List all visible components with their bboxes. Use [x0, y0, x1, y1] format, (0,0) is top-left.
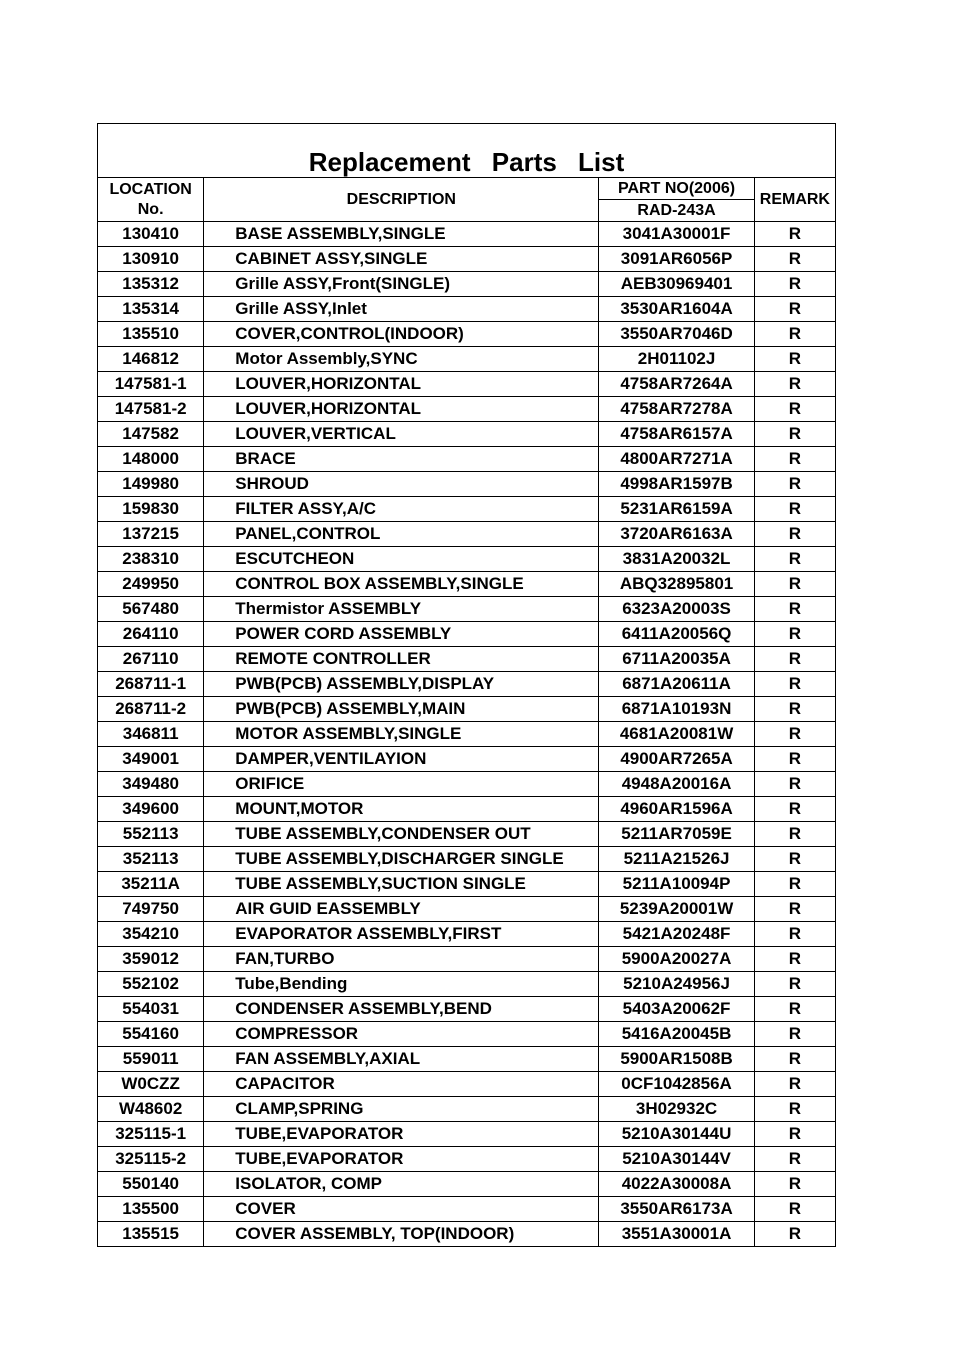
table-row	[98, 822, 836, 847]
location-cell: 550140	[98, 1172, 204, 1197]
location-cell: 559011	[98, 1047, 204, 1072]
model-header: RAD-243A	[599, 200, 754, 222]
description-cell: ORIFICE	[204, 772, 599, 797]
description-cell: BRACE	[204, 447, 599, 472]
part-number-cell: 3H02932C	[599, 1097, 754, 1122]
table-row	[98, 247, 836, 272]
location-no-header-label: No.	[137, 200, 164, 218]
part-no-header: PART NO(2006)	[599, 178, 754, 200]
part-number-cell: 6711A20035A	[599, 647, 754, 672]
part-number-cell: 4758AR7278A	[599, 397, 754, 422]
table-row	[98, 372, 836, 397]
part-number-cell: 5210A24956J	[599, 972, 754, 997]
remark-cell: R	[754, 522, 835, 547]
part-number-cell: 4022A30008A	[599, 1172, 754, 1197]
table-row	[98, 322, 836, 347]
remark-cell: R	[754, 497, 835, 522]
table-row	[98, 347, 836, 372]
part-number-cell: 0CF1042856A	[599, 1072, 754, 1097]
description-cell: REMOTE CONTROLLER	[204, 647, 599, 672]
description-cell: CABINET ASSY,SINGLE	[204, 247, 599, 272]
location-cell: 146812	[98, 347, 204, 372]
location-cell: 147581-1	[98, 372, 204, 397]
description-cell: Motor Assembly,SYNC	[204, 347, 599, 372]
part-number-cell: 5416A20045B	[599, 1022, 754, 1047]
remark-cell: R	[754, 647, 835, 672]
description-cell: TUBE ASSEMBLY,SUCTION SINGLE	[204, 872, 599, 897]
table-row	[98, 1222, 836, 1247]
location-cell: 749750	[98, 897, 204, 922]
table-row	[98, 1172, 836, 1197]
location-header	[98, 178, 204, 222]
table-row	[98, 647, 836, 672]
remark-cell: R	[754, 847, 835, 872]
remark-cell: R	[754, 822, 835, 847]
location-cell: 149980	[98, 472, 204, 497]
description-cell: BASE ASSEMBLY,SINGLE	[204, 222, 599, 247]
location-cell: 352113	[98, 847, 204, 872]
table-row	[98, 922, 836, 947]
description-cell: PWB(PCB) ASSEMBLY,DISPLAY	[204, 672, 599, 697]
description-cell: TUBE ASSEMBLY,CONDENSER OUT	[204, 822, 599, 847]
remark-cell: R	[754, 472, 835, 497]
description-cell: POWER CORD ASSEMBLY	[204, 622, 599, 647]
remark-cell: R	[754, 397, 835, 422]
description-cell: LOUVER,HORIZONTAL	[204, 372, 599, 397]
remark-cell: R	[754, 347, 835, 372]
remark-cell: R	[754, 697, 835, 722]
location-cell: 238310	[98, 547, 204, 572]
part-number-cell: 5239A20001W	[599, 897, 754, 922]
description-cell: MOUNT,MOTOR	[204, 797, 599, 822]
location-cell: 35211A	[98, 872, 204, 897]
remark-cell: R	[754, 672, 835, 697]
location-cell: 552113	[98, 822, 204, 847]
part-number-cell: 5211A10094P	[599, 872, 754, 897]
table-row	[98, 497, 836, 522]
table-row	[98, 1147, 836, 1172]
part-number-cell: 6323A20003S	[599, 597, 754, 622]
parts-list-sheet	[97, 123, 836, 1247]
title-cell	[98, 124, 836, 178]
location-cell: 135515	[98, 1222, 204, 1247]
part-number-cell: 4681A20081W	[599, 722, 754, 747]
location-cell: 267110	[98, 647, 204, 672]
location-cell: 349480	[98, 772, 204, 797]
part-number-cell: 3551A30001A	[599, 1222, 754, 1247]
remark-cell: R	[754, 222, 835, 247]
remark-cell: R	[754, 572, 835, 597]
description-cell: Grille ASSY,Inlet	[204, 297, 599, 322]
table-row	[98, 1197, 836, 1222]
table-row	[98, 597, 836, 622]
part-number-cell: 5231AR6159A	[599, 497, 754, 522]
remark-cell: R	[754, 1122, 835, 1147]
description-cell: ISOLATOR, COMP	[204, 1172, 599, 1197]
part-number-cell: 4800AR7271A	[599, 447, 754, 472]
part-number-cell: 6411A20056Q	[599, 622, 754, 647]
location-cell: 148000	[98, 447, 204, 472]
table-row	[98, 422, 836, 447]
remark-cell: R	[754, 1047, 835, 1072]
part-number-cell: 5900AR1508B	[599, 1047, 754, 1072]
remark-cell: R	[754, 272, 835, 297]
part-number-cell: 5210A30144V	[599, 1147, 754, 1172]
description-cell: ESCUTCHEON	[204, 547, 599, 572]
remark-cell: R	[754, 747, 835, 772]
description-cell: FILTER ASSY,A/C	[204, 497, 599, 522]
part-number-cell: 5211AR7059E	[599, 822, 754, 847]
description-cell: EVAPORATOR ASSEMBLY,FIRST	[204, 922, 599, 947]
table-row	[98, 997, 836, 1022]
location-cell: 349600	[98, 797, 204, 822]
table-row	[98, 297, 836, 322]
description-header: DESCRIPTION	[204, 178, 599, 222]
remark-cell: R	[754, 1172, 835, 1197]
part-number-cell: 5210A30144U	[599, 1122, 754, 1147]
part-number-cell: 6871A20611A	[599, 672, 754, 697]
part-number-cell: 4960AR1596A	[599, 797, 754, 822]
part-number-cell: 4758AR7264A	[599, 372, 754, 397]
table-row	[98, 722, 836, 747]
part-number-cell: 2H01102J	[599, 347, 754, 372]
description-cell: TUBE,EVAPORATOR	[204, 1147, 599, 1172]
remark-cell: R	[754, 972, 835, 997]
remark-cell: R	[754, 247, 835, 272]
remark-cell: R	[754, 897, 835, 922]
table-row	[98, 272, 836, 297]
table-row	[98, 847, 836, 872]
remark-cell: R	[754, 1097, 835, 1122]
part-number-cell: 3550AR7046D	[599, 322, 754, 347]
table-row	[98, 872, 836, 897]
table-row	[98, 522, 836, 547]
description-cell: PWB(PCB) ASSEMBLY,MAIN	[204, 697, 599, 722]
location-cell: 137215	[98, 522, 204, 547]
location-cell: 135314	[98, 297, 204, 322]
description-cell: CLAMP,SPRING	[204, 1097, 599, 1122]
description-cell: MOTOR ASSEMBLY,SINGLE	[204, 722, 599, 747]
remark-cell: R	[754, 947, 835, 972]
location-cell: 325115-2	[98, 1147, 204, 1172]
table-row	[98, 472, 836, 497]
description-cell: Thermistor ASSEMBLY	[204, 597, 599, 622]
description-cell: CONDENSER ASSEMBLY,BEND	[204, 997, 599, 1022]
remark-cell: R	[754, 722, 835, 747]
remark-cell: R	[754, 1022, 835, 1047]
location-cell: 349001	[98, 747, 204, 772]
description-cell: LOUVER,HORIZONTAL	[204, 397, 599, 422]
location-cell: W0CZZ	[98, 1072, 204, 1097]
location-cell: 159830	[98, 497, 204, 522]
part-number-cell: 3091AR6056P	[599, 247, 754, 272]
table-row	[98, 1022, 836, 1047]
part-number-cell: 5900A20027A	[599, 947, 754, 972]
part-number-cell: 4900AR7265A	[599, 747, 754, 772]
part-number-cell: 4948A20016A	[599, 772, 754, 797]
part-number-cell: 5421A20248F	[599, 922, 754, 947]
table-row	[98, 1047, 836, 1072]
table-row	[98, 447, 836, 472]
description-cell: CONTROL BOX ASSEMBLY,SINGLE	[204, 572, 599, 597]
remark-cell: R	[754, 1072, 835, 1097]
description-cell: FAN ASSEMBLY,AXIAL	[204, 1047, 599, 1072]
parts-table	[97, 123, 836, 1247]
table-row	[98, 547, 836, 572]
remark-cell: R	[754, 1147, 835, 1172]
part-number-cell: 3720AR6163A	[599, 522, 754, 547]
location-cell: 268711-1	[98, 672, 204, 697]
description-cell: SHROUD	[204, 472, 599, 497]
table-row	[98, 747, 836, 772]
location-cell: 554160	[98, 1022, 204, 1047]
remark-cell: R	[754, 772, 835, 797]
table-row	[98, 772, 836, 797]
remark-header: REMARK	[754, 178, 835, 222]
table-row	[98, 797, 836, 822]
table-row	[98, 672, 836, 697]
location-cell: 354210	[98, 922, 204, 947]
table-row	[98, 972, 836, 997]
table-row	[98, 1097, 836, 1122]
table-row	[98, 697, 836, 722]
description-cell: PANEL,CONTROL	[204, 522, 599, 547]
location-cell: 130410	[98, 222, 204, 247]
remark-cell: R	[754, 1197, 835, 1222]
location-cell: 325115-1	[98, 1122, 204, 1147]
location-cell: 264110	[98, 622, 204, 647]
part-number-cell: 3550AR6173A	[599, 1197, 754, 1222]
part-number-cell: AEB30969401	[599, 272, 754, 297]
remark-cell: R	[754, 622, 835, 647]
part-number-cell: 3831A20032L	[599, 547, 754, 572]
description-cell: COMPRESSOR	[204, 1022, 599, 1047]
description-cell: LOUVER,VERTICAL	[204, 422, 599, 447]
location-header-label: LOCATION	[109, 180, 192, 198]
part-number-cell: 3041A30001F	[599, 222, 754, 247]
description-cell: Tube,Bending	[204, 972, 599, 997]
table-row	[98, 1122, 836, 1147]
part-number-cell: 5403A20062F	[599, 997, 754, 1022]
location-cell: 359012	[98, 947, 204, 972]
remark-cell: R	[754, 922, 835, 947]
table-row	[98, 397, 836, 422]
table-row	[98, 897, 836, 922]
location-cell: 346811	[98, 722, 204, 747]
description-cell: COVER,CONTROL(INDOOR)	[204, 322, 599, 347]
remark-cell: R	[754, 547, 835, 572]
location-cell: W48602	[98, 1097, 204, 1122]
table-row	[98, 947, 836, 972]
remark-cell: R	[754, 422, 835, 447]
remark-cell: R	[754, 797, 835, 822]
location-cell: 135510	[98, 322, 204, 347]
location-cell: 147581-2	[98, 397, 204, 422]
location-cell: 554031	[98, 997, 204, 1022]
part-number-cell: 5211A21526J	[599, 847, 754, 872]
description-cell: COVER	[204, 1197, 599, 1222]
description-cell: TUBE,EVAPORATOR	[204, 1122, 599, 1147]
description-cell: COVER ASSEMBLY, TOP(INDOOR)	[204, 1222, 599, 1247]
part-number-cell: ABQ32895801	[599, 572, 754, 597]
part-number-cell: 6871A10193N	[599, 697, 754, 722]
part-number-cell: 4998AR1597B	[599, 472, 754, 497]
table-row	[98, 572, 836, 597]
location-cell: 135312	[98, 272, 204, 297]
description-cell: Grille ASSY,Front(SINGLE)	[204, 272, 599, 297]
remark-cell: R	[754, 297, 835, 322]
part-number-cell: 4758AR6157A	[599, 422, 754, 447]
table-row	[98, 622, 836, 647]
location-cell: 249950	[98, 572, 204, 597]
remark-cell: R	[754, 997, 835, 1022]
remark-cell: R	[754, 447, 835, 472]
location-cell: 567480	[98, 597, 204, 622]
location-cell: 130910	[98, 247, 204, 272]
remark-cell: R	[754, 597, 835, 622]
location-cell: 147582	[98, 422, 204, 447]
description-cell: FAN,TURBO	[204, 947, 599, 972]
remark-cell: R	[754, 872, 835, 897]
location-cell: 552102	[98, 972, 204, 997]
remark-cell: R	[754, 322, 835, 347]
part-number-cell: 3530AR1604A	[599, 297, 754, 322]
table-row	[98, 222, 836, 247]
description-cell: TUBE ASSEMBLY,DISCHARGER SINGLE	[204, 847, 599, 872]
remark-cell: R	[754, 372, 835, 397]
description-cell: AIR GUID EASSEMBLY	[204, 897, 599, 922]
remark-cell: R	[754, 1222, 835, 1247]
description-cell: DAMPER,VENTILAYION	[204, 747, 599, 772]
location-cell: 268711-2	[98, 697, 204, 722]
location-cell: 135500	[98, 1197, 204, 1222]
description-cell: CAPACITOR	[204, 1072, 599, 1097]
table-row	[98, 1072, 836, 1097]
page-title: Replacement Parts List	[308, 147, 625, 177]
